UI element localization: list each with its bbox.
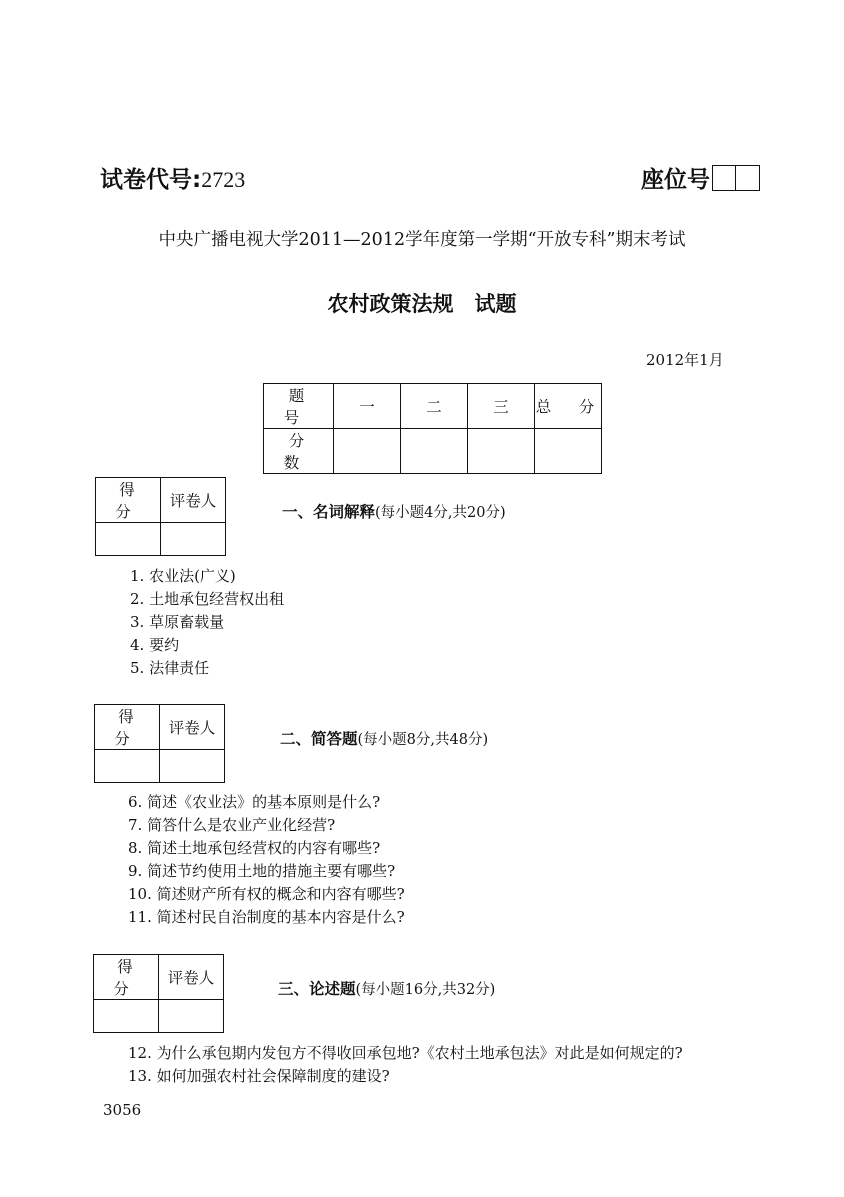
section-heading-note: (每小题8分,共48分) bbox=[357, 732, 489, 748]
grader-name-cell[interactable] bbox=[159, 1000, 224, 1033]
grader-score-cell[interactable] bbox=[96, 523, 161, 556]
score-input-cell[interactable] bbox=[401, 429, 468, 474]
seat-number-boxes bbox=[712, 165, 760, 191]
score-table-cell: 三 bbox=[468, 384, 535, 429]
score-table-cell: 二 bbox=[401, 384, 468, 429]
grader-box bbox=[94, 704, 225, 783]
grader-box bbox=[93, 954, 224, 1033]
list-item: 7. 简答什么是农业产业化经营? bbox=[128, 816, 336, 834]
grader-name-cell[interactable] bbox=[161, 523, 226, 556]
grader-score-label: 得 分 bbox=[96, 478, 161, 523]
list-item: 3. 草原畜载量 bbox=[130, 613, 225, 631]
list-item: 12. 为什么承包期内发包方不得收回承包地?《农村土地承包法》对此是如何规定的? bbox=[128, 1044, 683, 1062]
score-table-cell: 一 bbox=[334, 384, 401, 429]
score-table-cell: 总 分 bbox=[535, 384, 602, 429]
list-item: 4. 要约 bbox=[130, 636, 180, 654]
list-item: 5. 法律责任 bbox=[130, 659, 210, 677]
grader-score-cell[interactable] bbox=[94, 1000, 159, 1033]
exam-title: 农村政策法规 试题 bbox=[327, 292, 517, 316]
section-heading bbox=[280, 727, 488, 749]
score-table-score-row bbox=[264, 429, 602, 474]
list-item: 11. 简述村民自治制度的基本内容是什么? bbox=[128, 908, 405, 926]
section-heading-title: 二、简答题 bbox=[280, 730, 358, 748]
score-input-cell[interactable] bbox=[535, 429, 602, 474]
list-item: 2. 土地承包经营权出租 bbox=[130, 590, 285, 608]
grader-name-label: 评卷人 bbox=[159, 955, 224, 1000]
section-heading-note: (每小题16分,共32分) bbox=[355, 982, 496, 998]
question-list bbox=[128, 791, 405, 929]
list-item: 1. 农业法(广义) bbox=[130, 567, 236, 585]
list-item: 13. 如何加强农村社会保障制度的建设? bbox=[128, 1067, 390, 1085]
page-footer-number: 3056 bbox=[103, 1101, 142, 1119]
seat-box bbox=[712, 165, 736, 191]
score-table-cell: 题 号 bbox=[264, 384, 334, 429]
grader-score-label: 得 分 bbox=[95, 705, 160, 750]
exam-date: 2012年1月 bbox=[646, 351, 724, 369]
section-heading-title: 三、论述题 bbox=[278, 980, 356, 998]
section-heading bbox=[282, 500, 506, 522]
seat-number bbox=[641, 161, 760, 194]
institution-line: 中央广播电视大学2011—2012学年度第一学期“开放专科”期末考试 bbox=[158, 230, 686, 250]
score-table bbox=[263, 383, 602, 474]
grader-score-cell[interactable] bbox=[95, 750, 160, 783]
exam-code-label: 试卷代号: bbox=[100, 167, 202, 193]
exam-code-value: 2723 bbox=[201, 167, 246, 192]
grader-name-cell[interactable] bbox=[160, 750, 225, 783]
seat-number-label: 座位号 bbox=[641, 167, 710, 193]
grader-name-label: 评卷人 bbox=[161, 478, 226, 523]
score-input-cell[interactable] bbox=[468, 429, 535, 474]
section-heading bbox=[278, 977, 495, 999]
score-table-header-row bbox=[264, 384, 602, 429]
question-list bbox=[130, 565, 284, 680]
grader-score-label: 得 分 bbox=[94, 955, 159, 1000]
grader-name-label: 评卷人 bbox=[160, 705, 225, 750]
grader-box bbox=[95, 477, 226, 556]
list-item: 9. 简述节约使用土地的措施主要有哪些? bbox=[128, 862, 396, 880]
score-table-cell: 分 数 bbox=[264, 429, 334, 474]
exam-code bbox=[100, 161, 245, 194]
seat-box bbox=[736, 165, 760, 191]
question-list bbox=[128, 1042, 683, 1088]
list-item: 8. 简述土地承包经营权的内容有哪些? bbox=[128, 839, 381, 857]
list-item: 6. 简述《农业法》的基本原则是什么? bbox=[128, 793, 381, 811]
section-heading-title: 一、名词解释 bbox=[282, 503, 376, 521]
list-item: 10. 简述财产所有权的概念和内容有哪些? bbox=[128, 885, 405, 903]
section-heading-note: (每小题4分,共20分) bbox=[375, 505, 506, 521]
